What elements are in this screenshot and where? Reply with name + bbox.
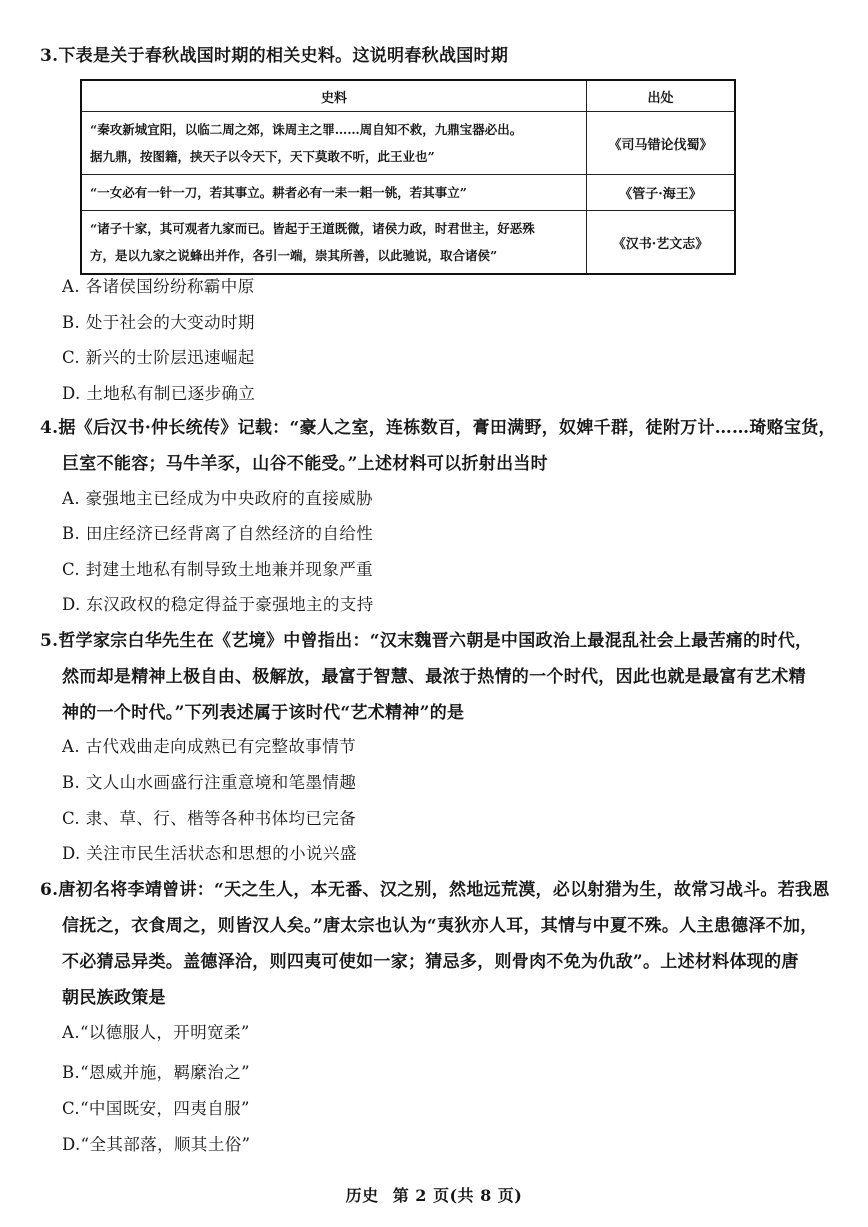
page-footer [0, 1183, 868, 1206]
q3-option-b[interactable]: B. 处于社会的大变动时期 [62, 313, 255, 332]
q5-option-d[interactable]: D. 关注市民生活状态和思想的小说兴盛 [62, 844, 357, 863]
material-line: “秦攻新城宜阳，以临二周之郊，诛周主之罪……周自知不救，九鼎宝器必出。 [90, 122, 523, 137]
footer-page-number: 第 2 页(共 8 页) [392, 1186, 523, 1205]
source-table [80, 79, 736, 275]
question-6-line: 不必猜忌异类。盖德泽洽，则四夷可使如一家；猜忌多，则骨肉不免为仇敌”。上述材料体现的唐 [62, 952, 799, 972]
q6-option-b[interactable]: B.“恩威并施，羁縻治之” [62, 1063, 250, 1082]
footer-subject: 历史 [345, 1186, 379, 1205]
q6-option-c[interactable]: C.“中国既安，四夷自服” [62, 1099, 250, 1118]
source-cell: 《汉书·艺文志》 [587, 211, 736, 275]
question-4-line: 4.据《后汉书·仲长统传》记载：“豪人之室，连栋数百，膏田满野，奴婢千群，徒附万计……琦赂宝货， [40, 418, 836, 438]
source-cell: 《司马错论伐蜀》 [587, 112, 736, 175]
q4-option-a[interactable]: A. 豪强地主已经成为中央政府的直接威胁 [62, 489, 373, 508]
question-6-line: 朝民族政策是 [62, 988, 166, 1008]
question-6-stem [40, 872, 830, 1016]
source-cell: 《管子·海王》 [587, 175, 736, 211]
source-table-header [81, 80, 735, 112]
header-source: 出处 [587, 80, 736, 112]
header-material: 史料 [81, 80, 587, 112]
material-cell [81, 112, 587, 175]
question-5-stem [40, 623, 830, 731]
question-3-stem-text: 3.下表是关于春秋战国时期的相关史料。这说明春秋战国时期 [40, 46, 509, 66]
material-line: 方，是以九家之说蜂出并作，各引一端，崇其所善，以此驰说，取合诸侯” [90, 248, 498, 263]
q4-option-c[interactable]: C. 封建土地私有制导致土地兼并现象严重 [62, 560, 374, 579]
question-5-line: 神的一个时代。”下列表述属于该时代“艺术精神”的是 [62, 703, 465, 723]
q3-option-c[interactable]: C. 新兴的士阶层迅速崛起 [62, 348, 255, 367]
q4-option-d[interactable]: D. 东汉政权的稳定得益于豪强地主的支持 [62, 595, 374, 614]
question-4-stem [40, 410, 836, 482]
question-5-line: 5.哲学家宗白华先生在《艺境》中曾指出：“汉末魏晋六朝是中国政治上最混乱社会上最苦痛的时代， [40, 631, 813, 651]
q5-option-b[interactable]: B. 文人山水画盛行注重意境和笔墨情趣 [62, 773, 357, 792]
question-4-line: 巨室不能容；马牛羊豕，山谷不能受。”上述材料可以折射出当时 [62, 454, 548, 474]
q3-option-d[interactable]: D. 土地私有制已逐步确立 [62, 384, 256, 403]
question-5-line: 然而却是精神上极自由、极解放，最富于智慧、最浓于热情的一个时代，因此也就是最富有艺术精 [62, 667, 806, 687]
q5-option-c[interactable]: C. 隶、草、行、楷等各种书体均已完备 [62, 809, 357, 828]
q6-option-d[interactable]: D.“全其部落，顺其土俗” [62, 1135, 251, 1154]
material-line: 据九鼎，按图籍，挟天子以令天下，天下莫敢不听，此王业也” [90, 149, 435, 164]
q4-option-b[interactable]: B. 田庄经济已经背离了自然经济的自给性 [62, 524, 374, 543]
material-cell [81, 175, 587, 211]
material-line: “一女必有一针一刀，若其事立。耕者必有一耒一耜一铫，若其事立” [90, 185, 467, 200]
question-3-stem [40, 38, 830, 74]
table-row [81, 112, 735, 175]
table-row [81, 175, 735, 211]
material-line: “诸子十家，其可观者九家而已。皆起于王道既微，诸侯力政，时君世主，好恶殊 [90, 221, 535, 236]
material-cell [81, 211, 587, 275]
table-row [81, 211, 735, 275]
q6-option-a[interactable]: A.“以德服人，开明宽柔” [62, 1023, 250, 1042]
q3-option-a[interactable]: A. 各诸侯国纷纷称霸中原 [62, 277, 255, 296]
q5-option-a[interactable]: A. 古代戏曲走向成熟已有完整故事情节 [62, 737, 357, 756]
question-6-line: 信抚之，衣食周之，则皆汉人矣。”唐太宗也认为“夷狄亦人耳，其情与中夏不殊。人主患德泽不加， [62, 916, 818, 936]
question-6-line: 6.唐初名将李靖曾讲：“天之生人，本无番、汉之别，然地远荒漠，必以射猎为生，故常习战斗。若我恩 [40, 880, 830, 900]
